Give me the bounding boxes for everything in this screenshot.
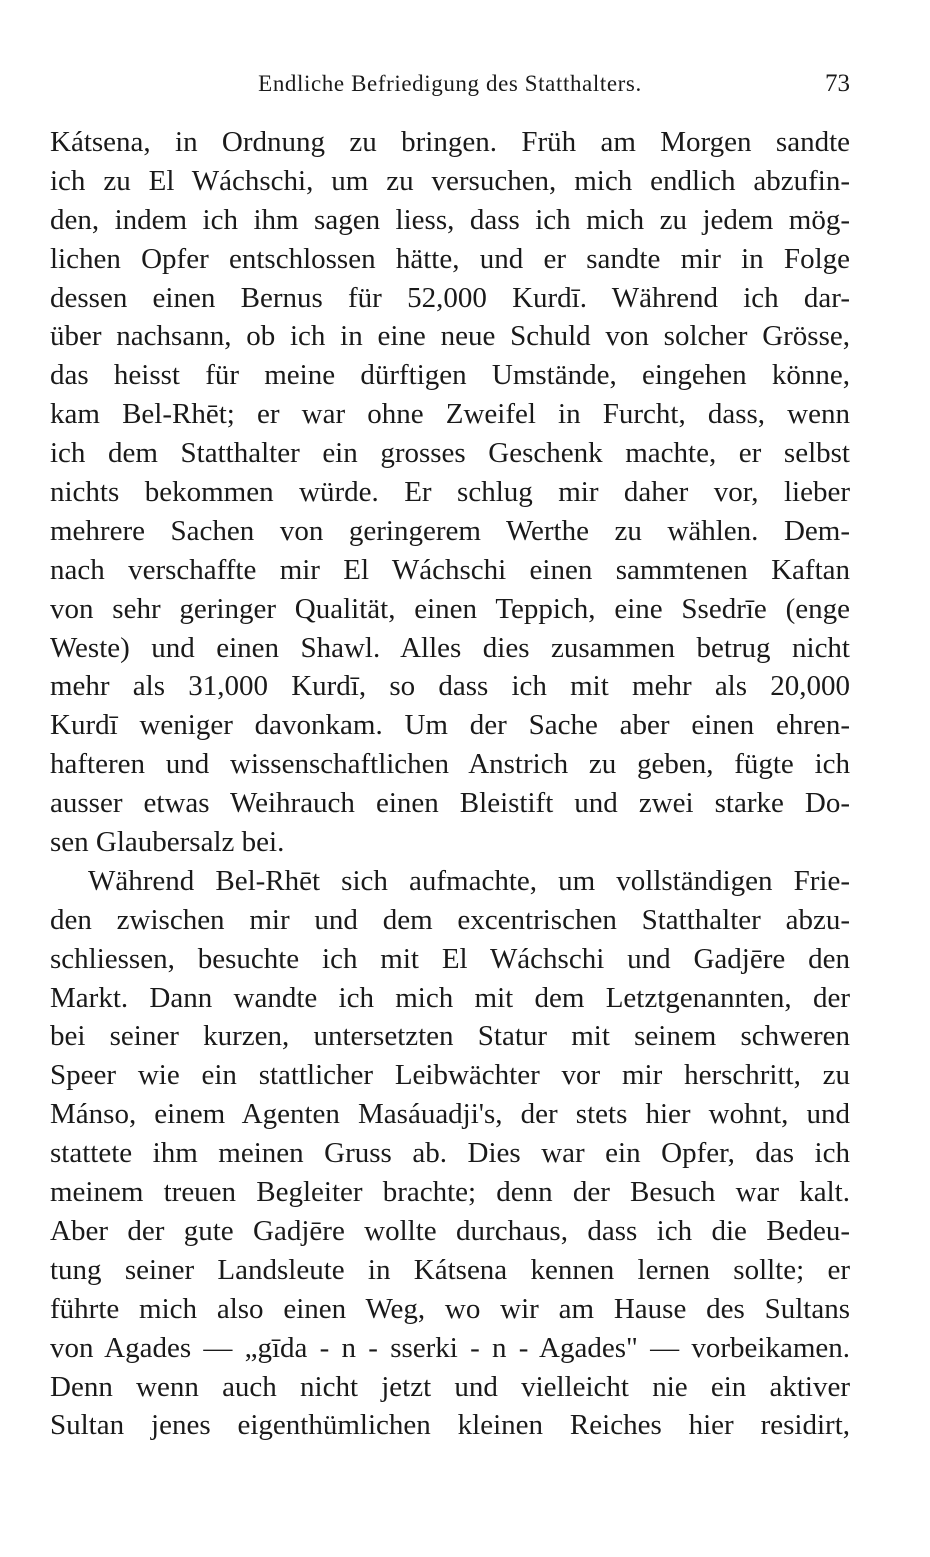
text-line: Aber der gute Gadjēre wollte durchaus, dass ich die Bedeu- bbox=[50, 1214, 850, 1247]
text-line: ich zu El Wáchschi, um zu versuchen, mich endlich abzufin- bbox=[50, 164, 850, 197]
text-line: mehr als 31,000 Kurdī, so dass ich mit mehr als 20,000 bbox=[50, 670, 850, 703]
text-line: meinem treuen Begleiter brachte; denn der Besuch war kalt. bbox=[50, 1176, 850, 1209]
text-line: Kátsena, in Ordnung zu bringen. Früh am Morgen sandte bbox=[50, 126, 850, 158]
text-line: lichen Opfer entschlossen hätte, und er sandte mir in Folge bbox=[50, 242, 850, 275]
text-line: Kurdī weniger davonkam. Um der Sache aber einen ehren- bbox=[50, 709, 850, 742]
text-line: bei seiner kurzen, untersetzten Statur mit seinem schweren bbox=[50, 1020, 850, 1053]
text-line: führte mich also einen Weg, wo wir am Hause des Sultans bbox=[50, 1292, 850, 1325]
running-head bbox=[50, 66, 850, 102]
text-line: kam Bel-Rhēt; er war ohne Zweifel in Furcht, dass, wenn bbox=[50, 398, 850, 431]
text-line: sen Glaubersalz bei. bbox=[50, 826, 285, 859]
body-text bbox=[50, 123, 850, 1445]
text-line: Denn wenn auch nicht jetzt und vielleicht nie ein aktiver bbox=[50, 1370, 850, 1403]
text-line: den, indem ich ihm sagen liess, dass ich mich zu jedem mög- bbox=[50, 203, 850, 236]
text-line: hafteren und wissenschaftlichen Anstrich zu geben, fügte ich bbox=[50, 748, 850, 781]
text-line: schliessen, besuchte ich mit El Wáchschi und Gadjēre den bbox=[50, 942, 850, 975]
text-line: nach verschaffte mir El Wáchschi einen sammtenen Kaftan bbox=[50, 553, 850, 586]
text-line: Speer wie ein stattlicher Leibwächter vor mir herschritt, zu bbox=[50, 1059, 850, 1092]
text-line: Während Bel-Rhēt sich aufmachte, um vollständigen Frie- bbox=[88, 864, 850, 897]
text-line: ausser etwas Weihrauch einen Bleistift und zwei starke Do- bbox=[50, 787, 850, 820]
page-number: 73 bbox=[825, 70, 850, 97]
text-line: den zwischen mir und dem excentrischen Statthalter abzu- bbox=[50, 903, 850, 936]
paragraph-2 bbox=[50, 862, 850, 1445]
running-title: Endliche Befriedigung des Statthalters. bbox=[258, 71, 642, 96]
text-line: von Agades — „gīda - n - sserki - n - Agades" — vorbeikamen. bbox=[50, 1331, 850, 1364]
text-line: Markt. Dann wandte ich mich mit dem Letztgenannten, der bbox=[50, 981, 850, 1014]
text-line: tung seiner Landsleute in Kátsena kennen lernen sollte; er bbox=[50, 1253, 850, 1286]
text-line: dessen einen Bernus für 52,000 Kurdī. Während ich dar- bbox=[50, 281, 850, 314]
paragraph-1 bbox=[50, 123, 850, 862]
text-line: stattete ihm meinen Gruss ab. Dies war ein Opfer, das ich bbox=[50, 1137, 850, 1170]
text-line: Sultan jenes eigenthümlichen kleinen Reiches hier residirt, bbox=[50, 1409, 850, 1442]
text-line: ich dem Statthalter ein grosses Geschenk machte, er selbst bbox=[50, 437, 850, 470]
text-line: von sehr geringer Qualität, einen Teppich, eine Ssedrīe (enge bbox=[50, 592, 850, 625]
text-line: nichts bekommen würde. Er schlug mir daher vor, lieber bbox=[50, 476, 850, 509]
text-line: Weste) und einen Shawl. Alles dies zusammen betrug nicht bbox=[50, 631, 850, 664]
text-line: Mánso, einem Agenten Masáuadji's, der stets hier wohnt, und bbox=[50, 1098, 850, 1131]
text-line: das heisst für meine dürftigen Umstände, eingehen könne, bbox=[50, 359, 850, 392]
text-line: über nachsann, ob ich in eine neue Schuld von solcher Grösse, bbox=[50, 320, 850, 353]
text-line: mehrere Sachen von geringerem Werthe zu wählen. Dem- bbox=[50, 514, 850, 547]
